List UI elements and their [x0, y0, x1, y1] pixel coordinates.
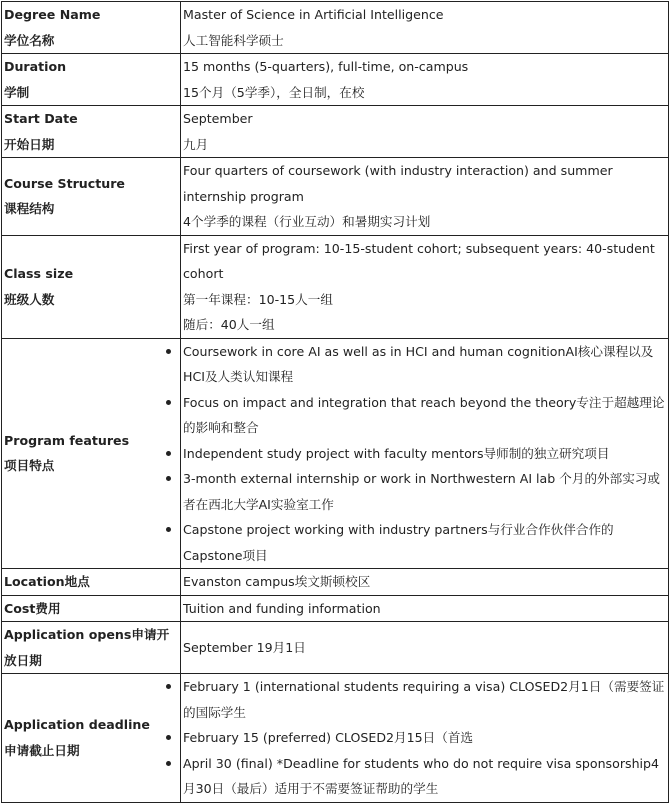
value-line: 随后：40人一组	[183, 317, 275, 332]
row-value	[181, 569, 669, 596]
row-value	[181, 2, 669, 54]
program-info-table	[1, 1, 669, 803]
row-label	[2, 106, 181, 158]
row-value	[181, 674, 669, 803]
value-line: First year of program: 10-15-student cohort; subsequent years: 40-student cohort	[183, 240, 655, 281]
value-line: September 19月1日	[183, 639, 306, 655]
label-en: Degree Name	[4, 7, 101, 22]
value-line: Evanston campus埃文斯顿校区	[183, 574, 371, 589]
deadline-list	[183, 674, 666, 802]
row-label	[2, 158, 181, 236]
table-row	[2, 54, 669, 106]
row-value	[181, 106, 669, 158]
list-item: Coursework in core AI as well as in HCI and human cognitionAI核心课程以及HCI及人类认知课程	[183, 339, 666, 390]
value-line: Tuition and funding information	[183, 600, 381, 616]
value-line: 人工智能科学硕士	[183, 32, 284, 48]
list-item: February 15 (preferred) CLOSED2月15日（首选	[183, 725, 666, 751]
list-item: Focus on impact and integration that reach beyond the theory专注于超越理论的影响和整合	[183, 390, 666, 441]
value-line: 第一年课程：10-15人一组	[183, 291, 333, 307]
label-zh: 班级人数	[4, 291, 55, 307]
value-line: Four quarters of coursework (with industry interaction) and summer internship program	[183, 163, 613, 204]
row-label	[2, 569, 181, 596]
row-value	[181, 338, 669, 569]
row-value	[181, 54, 669, 106]
value-line: 九月	[183, 136, 209, 152]
row-value	[181, 622, 669, 674]
table-row	[2, 595, 669, 622]
row-label	[2, 235, 181, 338]
label-inline: Location地点	[4, 574, 90, 589]
label-en: Start Date	[4, 111, 78, 126]
table-row	[2, 235, 669, 338]
row-value	[181, 595, 669, 622]
label-zh: 课程结构	[4, 201, 55, 217]
table-row	[2, 674, 669, 803]
label-zh: 申请截止日期	[4, 742, 80, 758]
row-value	[181, 235, 669, 338]
row-label	[2, 54, 181, 106]
list-item: Capstone project working with industry partners与行业合作伙伴合作的Capstone项目	[183, 517, 666, 568]
label-en: Program features	[4, 432, 130, 448]
value-line: September	[183, 111, 253, 126]
value-line: 15个月（5学季），全日制，在校	[183, 84, 365, 100]
label-zh: 项目特点	[4, 458, 55, 474]
label-zh: 学位名称	[4, 32, 55, 48]
table-row	[2, 338, 669, 569]
table-row	[2, 569, 669, 596]
row-label	[2, 2, 181, 54]
label-en: Application deadline	[4, 717, 150, 733]
label-inline: Application opens申请开放日期	[4, 627, 170, 668]
row-label	[2, 338, 181, 569]
value-line: Master of Science in Artificial Intelligence	[183, 7, 444, 22]
list-item: Independent study project with faculty mentors导师制的独立研究项目	[183, 441, 666, 467]
row-label	[2, 595, 181, 622]
list-item: 3-month external internship or work in Northwestern AI lab 个月的外部实习或者在西北大学AI实验室工作	[183, 466, 666, 517]
label-zh: 开始日期	[4, 136, 55, 152]
table-row	[2, 2, 669, 54]
value-line: 15 months (5-quarters), full-time, on-campus	[183, 59, 469, 74]
label-en: Class size	[4, 266, 74, 281]
table-row	[2, 622, 669, 674]
label-en: Course Structure	[4, 175, 125, 191]
value-line: 4个学季的课程（行业互动）和暑期实习计划	[183, 214, 431, 229]
list-item: February 1 (international students requiring a visa) CLOSED2月1日（需要签证的国际学生	[183, 674, 666, 725]
row-label	[2, 674, 181, 803]
label-inline: Cost费用	[4, 600, 61, 616]
table-row	[2, 158, 669, 236]
row-label	[2, 622, 181, 674]
label-zh: 学制	[4, 84, 30, 100]
label-en: Duration	[4, 59, 67, 74]
row-value	[181, 158, 669, 236]
table-row	[2, 106, 669, 158]
list-item: April 30 (final) *Deadline for students who do not require visa sponsorship4月30日（最后）适用于不需要签证帮助的学生	[183, 751, 666, 802]
feature-list	[183, 339, 666, 569]
